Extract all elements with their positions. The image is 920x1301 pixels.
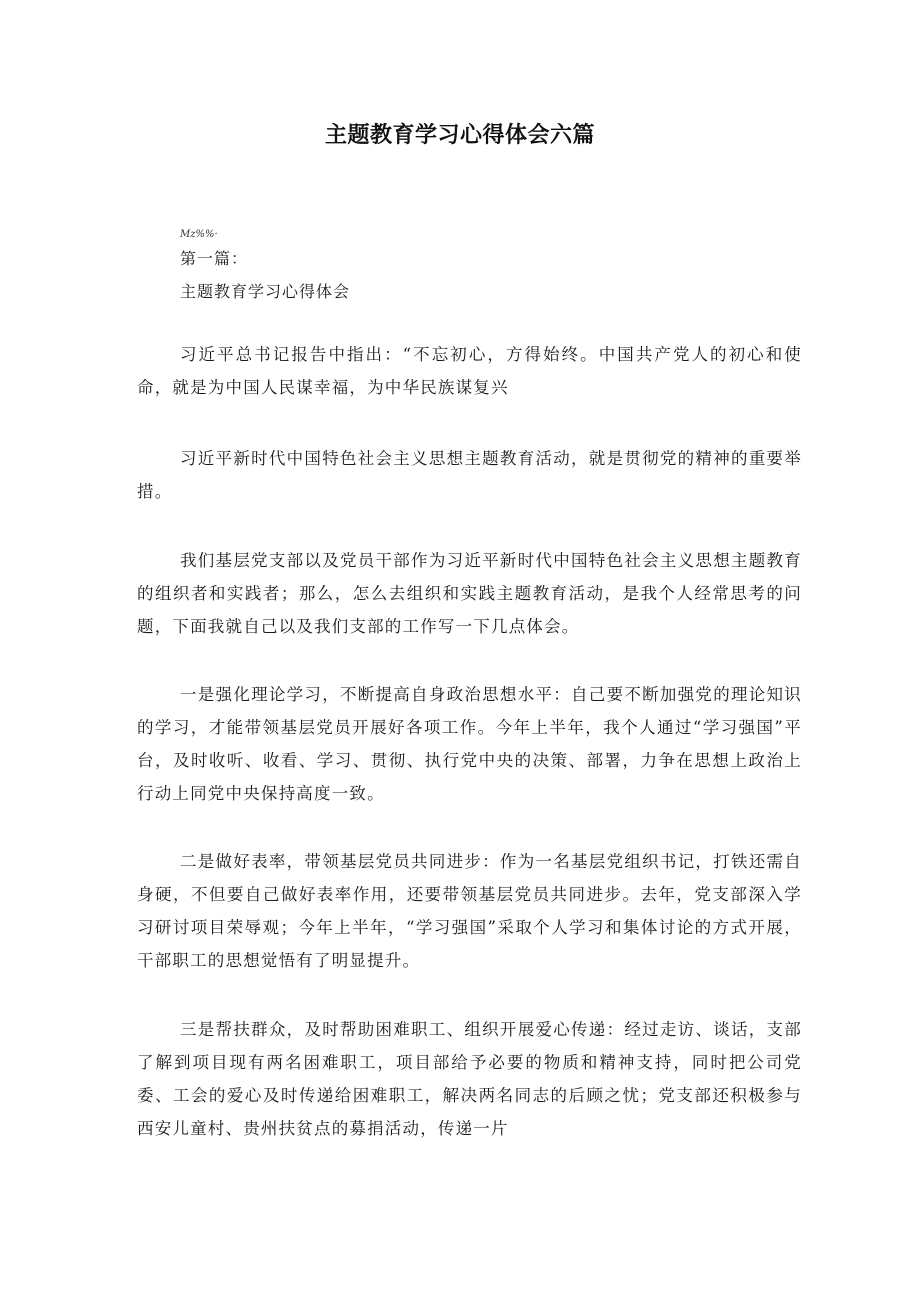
paragraph-point-one: 一是强化理论学习，不断提高自身政治思想水平：自己要不断加强党的理论知识的学习，才能带领基层党员开展好各项工作。今年上半年，我个人通过“学习强国”平台，及时收听、收看、学习、贯彻、执行党中央的决策、部署，力争在思想上政治上行动上同党中央保持高度一致。: [137, 685, 802, 803]
section-heading: 第一篇：: [180, 249, 249, 268]
watermark-mark: Mz%%·: [180, 229, 218, 240]
paragraph-intro-quote: 习近平总书记报告中指出：“不忘初心，方得始终。中国共产党人的初心和使命，就是为中国人民谋幸福，为中华民族谋复兴: [137, 345, 802, 397]
paragraph-theme-education: 习近平新时代中国特色社会主义思想主题教育活动，就是贯彻党的精神的重要举措。: [137, 449, 802, 501]
paragraph-point-three: 三是帮扶群众，及时帮助困难职工、组织开展爱心传递：经过走访、谈话，支部了解到项目现有两名困难职工，项目部给予必要的物质和精神支持，同时把公司党委、工会的爱心及时传递给困难职工，解决两名同志的后顾之忧；党支部还积极参与西安儿童村、贵州扶贫点的募捐活动，传递一片: [137, 1020, 802, 1138]
document-title: 主题教育学习心得体会六篇: [324, 123, 595, 148]
section-subtitle: 主题教育学习心得体会: [180, 282, 351, 301]
paragraph-point-two: 二是做好表率，带领基层党员共同进步：作为一名基层党组织书记，打铁还需自身硬，不但要自己做好表率作用，还要带领基层党员共同进步。去年，党支部深入学习研讨项目荣辱观；今年上半年，“学习强国”采取个人学习和集体讨论的方式开展，干部职工的思想觉悟有了明显提升。: [137, 852, 802, 970]
paragraph-branch-role: 我们基层党支部以及党员干部作为习近平新时代中国特色社会主义思想主题教育的组织者和实践者；那么，怎么去组织和实践主题教育活动，是我个人经常思考的问题，下面我就自己以及我们支部的工作写一下几点体会。: [137, 551, 802, 636]
